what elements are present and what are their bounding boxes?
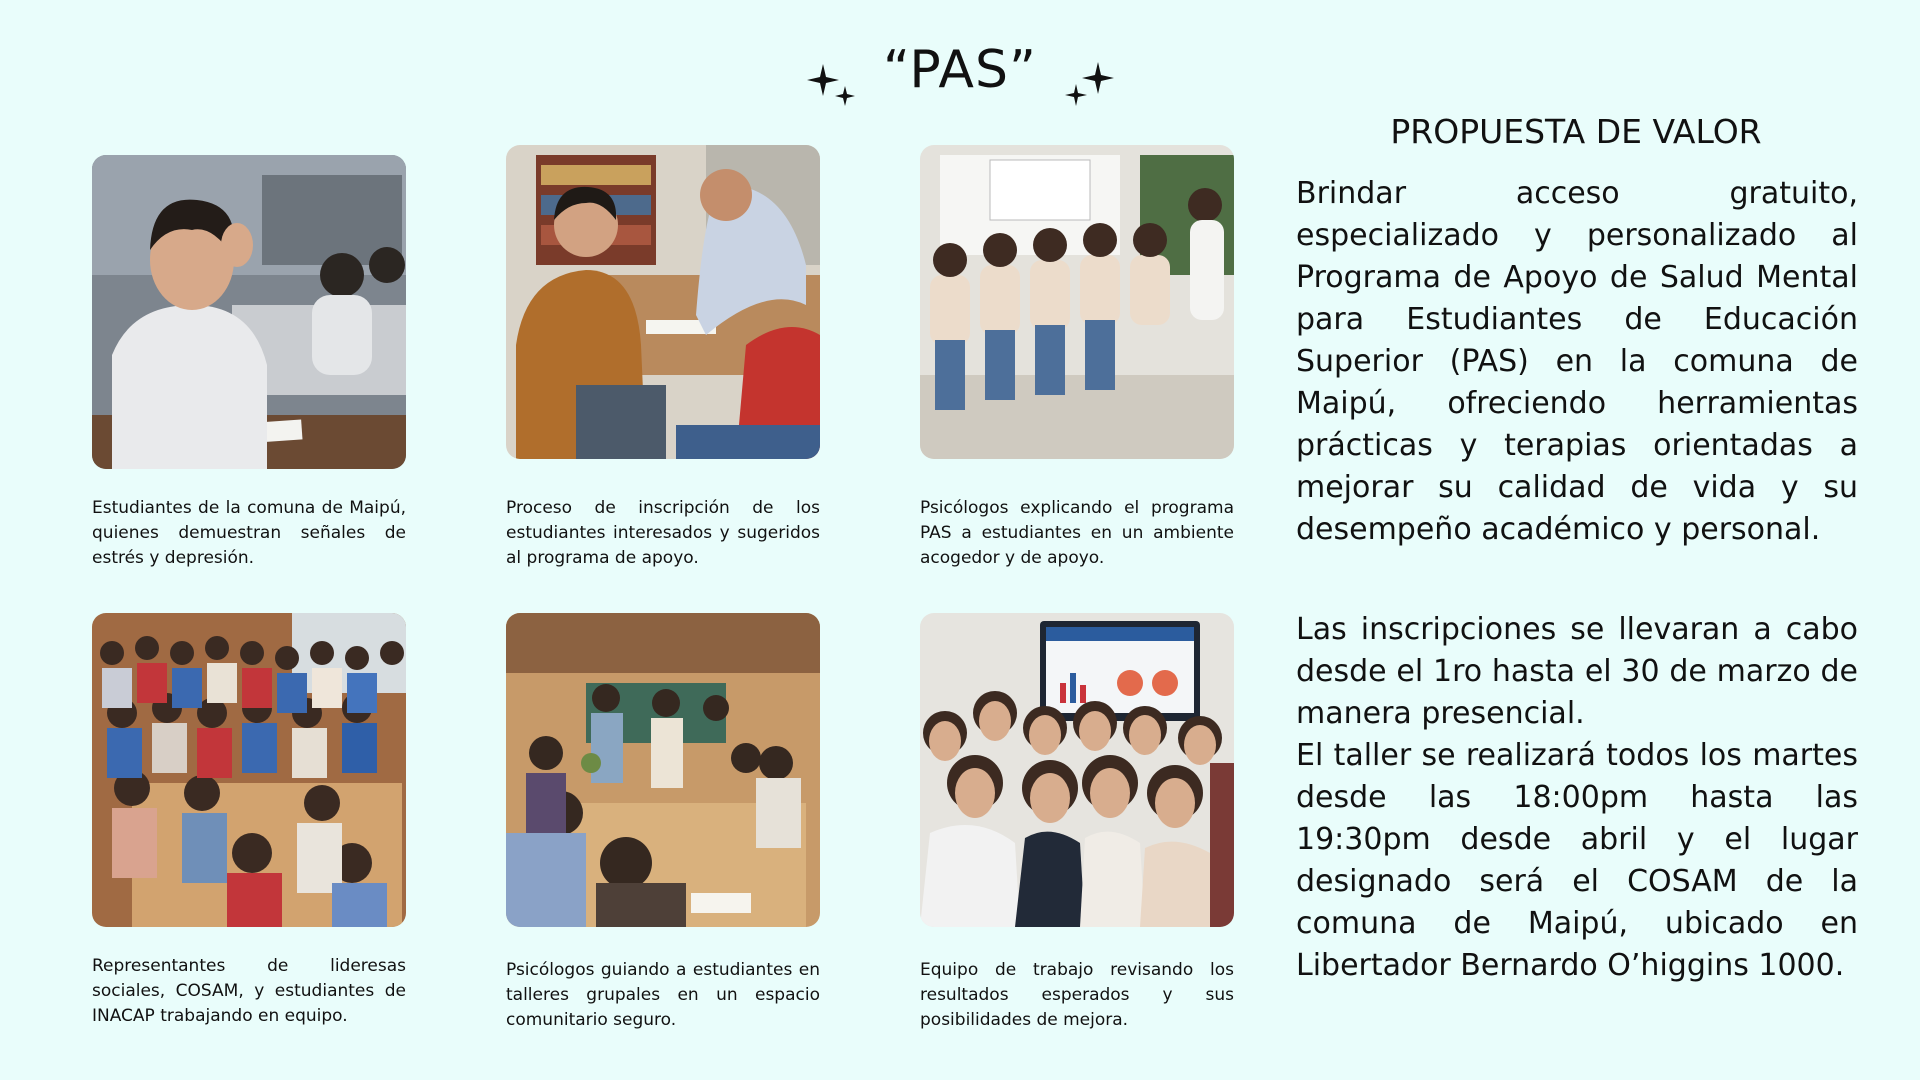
page-title: “PAS” bbox=[883, 40, 1037, 100]
enrollment-info bbox=[1296, 609, 1858, 987]
workshop-schedule-paragraph: El taller se realizará todos los martes desde las 18:00pm hasta las 19:30pm desde abril y el lugar designado será el COSAM de la comuna de Maipú, ubicado en Libertador Bernardo O’higgins 1000. bbox=[1296, 738, 1858, 983]
caption-photo-4: Representantes de lideresas sociales, COSAM, y estudiantes de INACAP trabajando en equipo. bbox=[92, 956, 406, 1026]
photo-stressed-students bbox=[92, 155, 406, 469]
photo-registration-process bbox=[506, 145, 820, 459]
caption-photo-5: Psicólogos guiando a estudiantes en talleres grupales en un espacio comunitario seguro. bbox=[506, 960, 820, 1030]
photo-teamwork bbox=[92, 613, 406, 927]
photo-psychologists-explaining bbox=[920, 145, 1234, 459]
value-proposition-body bbox=[1296, 173, 1858, 551]
sparkle-icon-right bbox=[1060, 60, 1116, 110]
photo-group-workshops bbox=[506, 613, 820, 927]
photo-team-results bbox=[920, 613, 1234, 927]
value-proposition-paragraph: Brindar acceso gratuito, especializado y personalizado al Programa de Apoyo de Salud Mental para Estudiantes de Educación Superior (PAS) en la comuna de Maipú, ofreciendo herramientas prácticas y terapias orientadas a mejorar su calidad de vida y su desempeño académico y personal. bbox=[1296, 176, 1858, 547]
caption-photo-2: Proceso de inscripción de los estudiantes interesados y sugeridos al programa de apoyo. bbox=[506, 498, 820, 568]
caption-photo-6: Equipo de trabajo revisando los resultados esperados y sus posibilidades de mejora. bbox=[920, 960, 1234, 1030]
enrollment-paragraph: Las inscripciones se llevaran a cabo desde el 1ro hasta el 30 de marzo de manera presencial. bbox=[1296, 612, 1858, 731]
value-proposition-heading: PROPUESTA DE VALOR bbox=[1390, 112, 1762, 151]
caption-photo-1: Estudiantes de la comuna de Maipú, quienes demuestran señales de estrés y depresión. bbox=[92, 498, 406, 568]
caption-photo-3: Psicólogos explicando el programa PAS a estudiantes en un ambiente acogedor y de apoyo. bbox=[920, 498, 1234, 568]
